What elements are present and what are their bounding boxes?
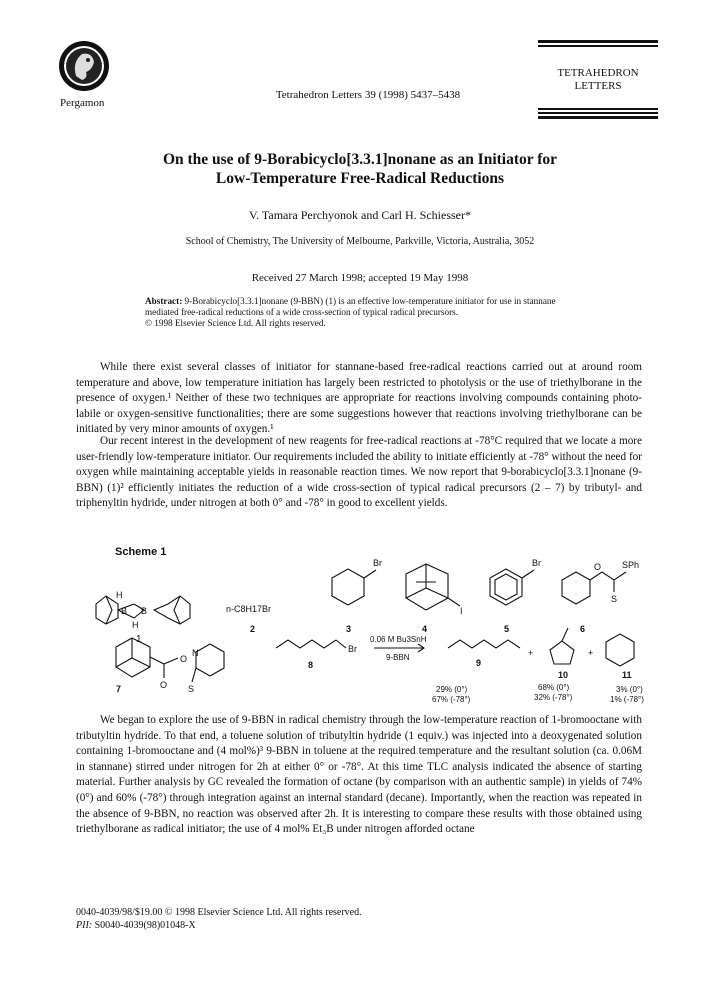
pergamon-logo <box>58 40 110 92</box>
abstract-label: Abstract: <box>145 296 183 306</box>
reaction-scheme <box>76 552 656 712</box>
yield-11-line2: 1% (-78°) <box>610 695 644 704</box>
label-s-7: S <box>188 684 195 694</box>
label-br-5: Br <box>532 558 541 568</box>
compound-number-2: 2 <box>250 624 256 634</box>
label-br-8: Br <box>348 644 357 654</box>
pii-value: S0040-4039(98)01048-X <box>94 920 196 931</box>
scheme-label: Scheme 1 <box>115 546 167 558</box>
compound-number-10: 10 <box>558 670 569 680</box>
label-sph-6: SPh <box>622 560 640 570</box>
pii-label: PII: <box>76 920 93 931</box>
paragraph-3: We began to explore the use of 9-BBN in radical chemistry through the low-temperature reaction of 1-bromooctane with tributyltin hydride. To that end, a toluene solution of tributyltin hydride (1 equiv.) was injected into a deoxygenated solution containing 1-bromooctane and (4 mol%)³ 9-BBN in toluene at the required temperature and the resultant solution (ca. 0.06M in stannane) stirred under nitrogen for 2h at either 0° or -78°. At this time TLC analysis indicated the absence of starting material. Further analysis by GC revealed the formation of octane (by comparison with an authentic sample) in yields of 74% (0°) and 60% (-78°) through integration against an internal standard (decane). Importantly, when the reaction was repeated in the absence of 9-BBN, no reaction was observed after 2h. It is interesting to compare these results with those obtained using triethylborane as radical initiator; the use of 4 mol% Et₃B under nitrogen afforded octane <box>76 714 642 836</box>
title-line-2: Low-Temperature Free-Radical Reductions <box>215 170 505 187</box>
journal-name-line1: TETRAHEDRON <box>557 67 639 79</box>
footer-copyright: 0040-4039/98/$19.00 © 1998 Elsevier Science Ltd. All rights reserved. <box>76 907 362 918</box>
article-title <box>60 150 660 188</box>
journal-name-line2: LETTERS <box>574 80 622 92</box>
journal-masthead <box>538 40 658 93</box>
yield-10-line2: 32% (-78°) <box>534 693 573 702</box>
compound-3-structure <box>332 569 376 605</box>
compound-7-structure <box>116 638 224 682</box>
compound-number-7: 7 <box>116 684 122 694</box>
compound-number-3: 3 <box>346 624 352 634</box>
title-line-1: On the use of 9-Borabicyclo[3.3.1]nonane as an Initiator for <box>162 151 558 168</box>
plus-2: + <box>588 648 594 658</box>
abstract <box>145 296 565 329</box>
publisher-name: Pergamon <box>60 97 105 109</box>
received-dates: Received 27 March 1998; accepted 19 May 1998 <box>251 272 469 284</box>
journal-citation: Tetrahedron Letters 39 (1998) 5437–5438 <box>275 89 461 101</box>
compound-number-4: 4 <box>422 624 428 634</box>
conditions-bottom: 9-BBN <box>386 653 410 662</box>
yield-11-line1: 3% (0°) <box>616 685 643 694</box>
paragraph-1: While there exist several classes of initiator for stannane-based free-radical reactions carried out at around room temperature and above, low temperature initiation has largely been restricted to photolysis or the use of triethylborane in the presence of oxygen.¹ Neither of these two techniques are appropriate for reactions involving compounds containing photo-labile or oxygen-sensitive functionalities; there are some suggestions however that reactions involving triethylborane can be initiated by very minor amounts of oxygen.¹ <box>76 361 642 436</box>
conditions-top: 0.06 M Bu3SnH <box>370 635 427 644</box>
paragraph-2: Our recent interest in the development of new reagents for free-radical reactions at -78°C required that we locate a more user-friendly low-temperature initiator. Our requirements included the ability to initiate efficiently at -78° without the need for oxygen while maintaining acceptable yields in reasonable reaction times. We now report that 9-borabicyclo[3.3.1]nonane (9-BBN) (1)² efficiently initiates the reduction of a wide cross-section of typical radical precursors (2 – 7) by tributyl- and triphenyltin hydride, under nitrogen at both 0° and -78° in good to excellent yields. <box>76 435 642 510</box>
authors: V. Tamara Perchyonok and Carl H. Schiesser* <box>249 208 471 222</box>
compound-number-8: 8 <box>308 660 314 670</box>
compound-5-structure <box>490 569 534 605</box>
label-b-right: B <box>141 606 148 616</box>
abstract-text: 9-Borabicyclo[3.3.1]nonane (9-BBN) (1) is an effective low-temperature initiator for use in stannane mediated free-radical reductions of a wide cross-section of typical radical precursors. <box>145 296 556 317</box>
yield-9-line2: 67% (-78°) <box>432 695 471 704</box>
compound-8-structure <box>276 640 346 648</box>
label-n-7: N <box>192 648 199 658</box>
label-o-7: O <box>180 654 188 664</box>
compound-number-11: 11 <box>622 670 632 680</box>
label-s-6: S <box>611 594 618 604</box>
compound-4-structure <box>406 564 460 610</box>
compound-number-1: 1 <box>136 634 142 645</box>
footer <box>76 906 362 932</box>
yield-10-line1: 68% (0°) <box>538 683 570 692</box>
label-o-6: O <box>594 562 602 572</box>
label-o2-7: O <box>160 680 168 690</box>
label-h-top: H <box>116 590 123 600</box>
yield-9-line1: 29% (0°) <box>436 685 468 694</box>
label-h-bottom: H <box>132 620 139 630</box>
footer-pii <box>76 919 362 932</box>
plus-1: + <box>528 648 534 658</box>
label-i-4: I <box>460 606 463 616</box>
compound-number-6: 6 <box>580 624 586 634</box>
compound-9-structure <box>448 640 520 648</box>
compound-number-9: 9 <box>476 658 482 668</box>
masthead-rules <box>538 106 658 119</box>
affiliation: School of Chemistry, The University of Melbourne, Parkville, Victoria, Australia, 3052 <box>185 236 535 247</box>
label-b-left: B <box>121 606 128 616</box>
abstract-copyright: © 1998 Elsevier Science Ltd. All rights reserved. <box>145 318 326 328</box>
label-br-3: Br <box>373 558 382 568</box>
compound-11-structure <box>606 634 634 666</box>
compound-10-structure <box>550 628 574 664</box>
reagent-2: n-C8H17Br <box>226 604 272 614</box>
compound-number-5: 5 <box>504 624 510 634</box>
